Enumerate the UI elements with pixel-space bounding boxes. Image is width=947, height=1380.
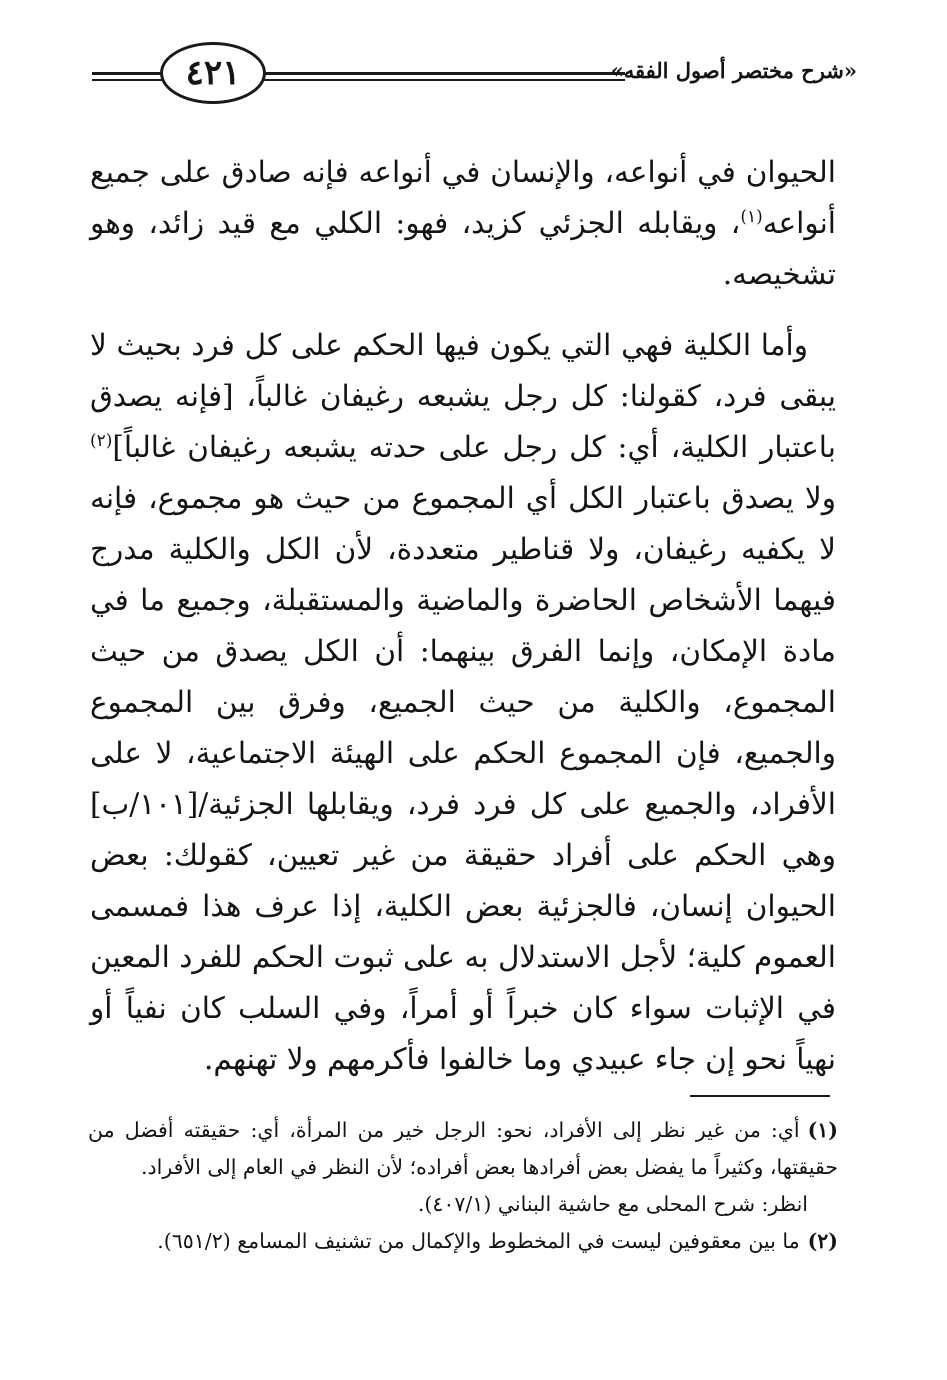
footnote-text: ما بين معقوفين ليست في المخطوط والإكمال من تشنيف المسامع (٦٥١/٢). [157, 1229, 800, 1253]
paragraph-1 [90, 147, 836, 300]
paragraph-2 [90, 320, 836, 1085]
footnotes [88, 1112, 838, 1260]
footnote-1-reference: انظر: شرح المحلى مع حاشية البناني (٤٠٧/١). [417, 1192, 808, 1216]
footnote-2 [88, 1223, 838, 1260]
header-rule [255, 79, 625, 81]
footnote-ref-2[interactable]: (٢) [90, 431, 113, 452]
footnote-divider [690, 1095, 830, 1097]
footnote-text: أي: من غير نظر إلى الأفراد، نحو: الرجل خير من المرأة، أي: حقيقته أفضل من حقيقتها، وكثيراً ما يفضل بعض أفرادها بعض أفراده؛ لأن النظر في العام إلى الأفراد. [88, 1118, 838, 1179]
header-rule [255, 72, 625, 75]
paragraph-2-text: وأما الكلية فهي التي يكون فيها الحكم على كل فرد بحيث لا يبقى فرد، كقولنا: كل رجل يشبعه رغيفان غالباً، [فإنه يصدق باعتبار الكلية، أي: كل رجل على حدته يشبعه رغيفان غالباً] [90, 328, 836, 464]
header-rule [92, 79, 172, 81]
footnote-number: (٢) [807, 1229, 838, 1253]
running-title: «شرح مختصر أصول الفقه» [610, 58, 857, 83]
footnote-number: (١) [807, 1118, 838, 1142]
paragraph-1-text: الحيوان في أنواعه، والإنسان في أنواعه فإنه صادق على جميع أنواعه [90, 155, 836, 240]
page-number: ٤٢١ [160, 42, 266, 104]
footnote-1 [88, 1112, 838, 1186]
footnote-ref-1[interactable]: (١) [740, 207, 763, 228]
paragraph-2-text: ولا يصدق باعتبار الكل أي المجموع من حيث هو مجموع، فإنه لا يكفيه رغيفان، ولا قناطير متعددة، لأن الكل والكلية مدرج فيهما الأشخاص الحاضرة والماضية والمستقبلة، وجميع ما في مادة الإمكان، وإنما الفرق بينهما: أن الكل يصدق من حيث المجموع، والكلية من حيث الجميع، وفرق بين المجموع والجميع، فإن المجموع الحكم على الهيئة الاجتماعية، لا على الأفراد، والجميع على كل فرد فرد، ويقابلها الجزئية/[١٠١/ب] وهي الحكم على أفراد حقيقة من غير تعيين، كقولك: بعض الحيوان إنسان، فالجزئية بعض الكلية، إذا عرف هذا فمسمى العموم كلية؛ لأجل الاستدلال به على ثبوت الحكم للفرد المعين في الإثبات سواء كان خبراً أو أمراً، وفي السلب كان نفياً أو نهياً نحو إن جاء عبيدي وما خالفوا فأكرمهم ولا تهنهم. [90, 481, 836, 1076]
paragraph-1-text: ، ويقابله الجزئي كزيد، فهو: الكلي مع قيد زائد، وهو تشخيصه. [90, 206, 836, 291]
page-header [0, 0, 947, 120]
